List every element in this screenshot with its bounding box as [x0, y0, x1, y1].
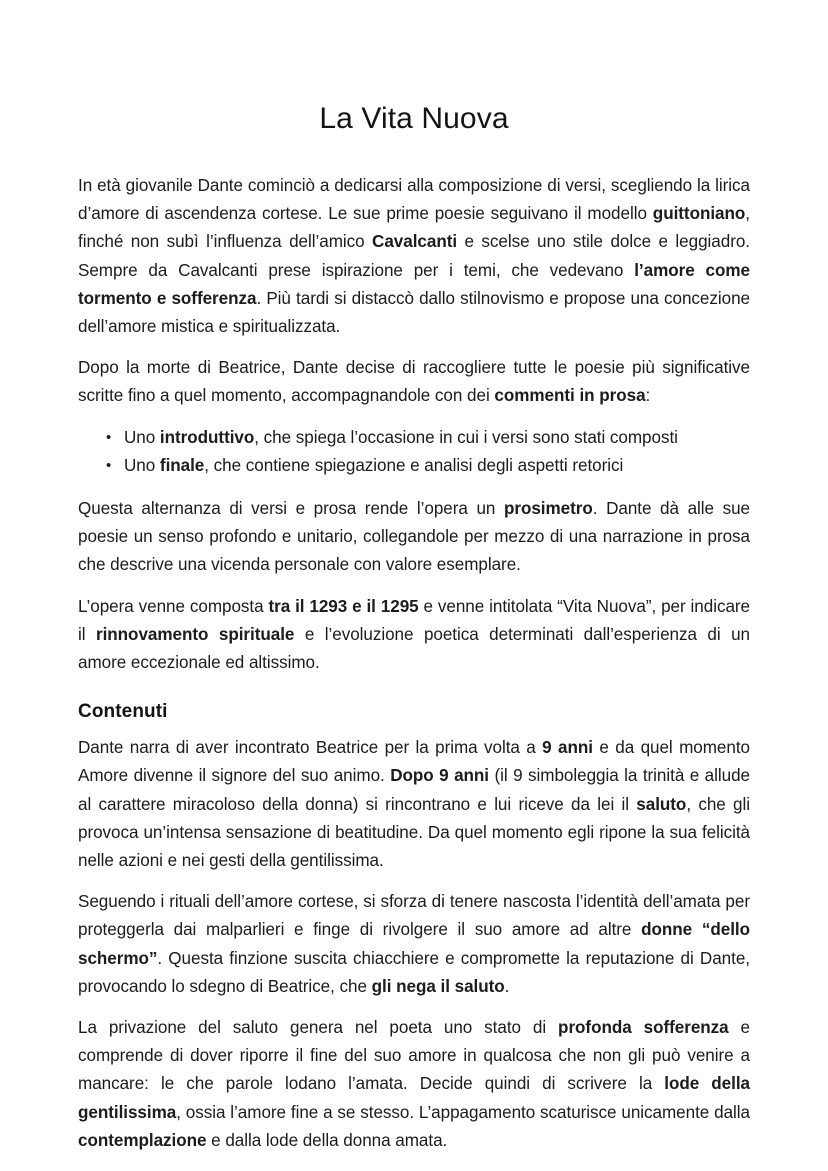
body-text: , finché non subì l’influenza dell’amico	[78, 204, 750, 252]
document-body	[78, 172, 750, 1155]
body-text: . Più tardi si distaccò dallo stilnovismo e propose una concezione dell’amore mistica e spiritualizzata.	[78, 288, 750, 337]
body-text: Uno	[124, 427, 160, 447]
emphasis-text: l’amore come tormento e sofferenza	[78, 260, 750, 308]
emphasis-text: introduttivo	[159, 427, 255, 447]
emphasis-text: rinnovamento spirituale	[95, 624, 295, 644]
body-text: . Dante dà alle sue poesie un senso profondo e unitario, collegandole per mezzo di una narrazione in prosa che descrive una vicenda personale con valore esemplare.	[78, 499, 750, 575]
emphasis-text: Dopo 9 anni	[390, 766, 490, 786]
body-text: :	[645, 386, 651, 406]
body-text: e comprende di dover riporre il fine del suo amore in qualcosa che non gli può venire a mancare: le che parole lodano l’amata. Decide quindi di scrivere la	[78, 1018, 751, 1094]
list-item-introduttivo	[78, 424, 750, 452]
body-text: , che gli provoca un’intensa sensazione di beatitudine. Da quel momento egli ripone la sua felicità nelle azioni e nei gesti della gentilissima.	[78, 794, 750, 871]
bullet-point-icon: •	[106, 456, 112, 474]
body-text: .	[504, 976, 510, 996]
body-text: In età giovanile Dante cominciò a dedicarsi alla composizione di versi, scegliendo la lirica d’amore di ascendenza cortese. Le sue prime poesie seguivano il modello	[78, 176, 750, 224]
emphasis-text: profonda sofferenza	[558, 1018, 729, 1038]
emphasis-text: Cavalcanti	[372, 232, 458, 252]
body-text: , ossia l’amore fine a se stesso. L’appagamento scaturisce unicamente dalla	[176, 1102, 750, 1122]
emphasis-text: prosimetro	[503, 499, 593, 519]
page-title: La Vita Nuova	[319, 102, 509, 135]
body-text: Uno	[124, 455, 160, 475]
bullet-point-icon: •	[106, 428, 112, 446]
body-text: e da quel momento Amore divenne il signore del suo animo.	[78, 738, 750, 786]
body-text: L’opera venne composta	[78, 596, 269, 616]
body-text: Dante narra di aver incontrato Beatrice per la prima volta a	[78, 738, 543, 758]
emphasis-text: tra il 1293 e il 1295	[268, 596, 419, 616]
paragraph-incontro-beatrice	[78, 734, 750, 875]
body-text: Seguendo i rituali dell’amore cortese, si sforza di tenere nascosta l’identità dell’amata per proteggerla dai malparlieri e finge di rivolgere il suo amore ad altre	[78, 892, 750, 940]
body-text: , che spiega l’occasione in cui i versi sono stati composti	[254, 427, 678, 447]
emphasis-text: lode della gentilissima	[78, 1074, 750, 1122]
body-text: . Questa finzione suscita chiacchiere e compromette la reputazione di Dante, provocando lo sdegno di Beatrice, che	[78, 948, 750, 996]
paragraph-origini-poetiche	[78, 172, 750, 341]
body-text: e scelse uno stile dolce e leggiadro. Sempre da Cavalcanti prese ispirazione per i temi, che vedevano	[78, 232, 751, 280]
emphasis-text: finale	[159, 455, 205, 475]
paragraph-donne-dello-schermo	[78, 888, 750, 1001]
body-text: (il 9 simboleggia la trinità e allude al carattere miracoloso della donna) si rincontrano e lui riceve da lei il	[78, 766, 751, 814]
body-text: Questa alternanza di versi e prosa rende l’opera un	[78, 499, 504, 519]
emphasis-text: Contenuti	[78, 701, 168, 723]
body-text: Dopo la morte di Beatrice, Dante decise di raccogliere tutte le poesie più significative scritte fino a quel momento, accompagnandole con dei	[78, 358, 750, 406]
body-text: La privazione del saluto genera nel poeta uno stato di	[78, 1018, 559, 1038]
body-text: , che contiene spiegazione e analisi degli aspetti retorici	[204, 455, 624, 475]
body-text: e venne intitolata “Vita Nuova”, per indicare il	[78, 596, 751, 644]
paragraph-prosimetro	[78, 495, 750, 580]
paragraph-raccolta-poesie	[78, 354, 750, 410]
paragraph-lode-della-gentilissima	[78, 1014, 750, 1155]
emphasis-text: donne “dello schermo”	[78, 920, 750, 968]
emphasis-text: saluto	[636, 794, 687, 814]
body-text: e l’evoluzione poetica determinati dall’esperienza di un amore eccezionale ed altissimo.	[78, 624, 750, 673]
section-heading-contenuti	[78, 699, 750, 725]
list-commenti-in-prosa	[78, 424, 750, 480]
emphasis-text: contemplazione	[78, 1130, 207, 1150]
paragraph-composizione-opera	[78, 593, 750, 678]
emphasis-text: commenti in prosa	[494, 386, 646, 406]
emphasis-text: gli nega il saluto	[371, 976, 505, 996]
emphasis-text: 9 anni	[542, 738, 593, 758]
list-item-finale	[78, 452, 750, 480]
emphasis-text: guittoniano	[652, 204, 746, 224]
body-text: e dalla lode della donna amata.	[206, 1130, 448, 1150]
